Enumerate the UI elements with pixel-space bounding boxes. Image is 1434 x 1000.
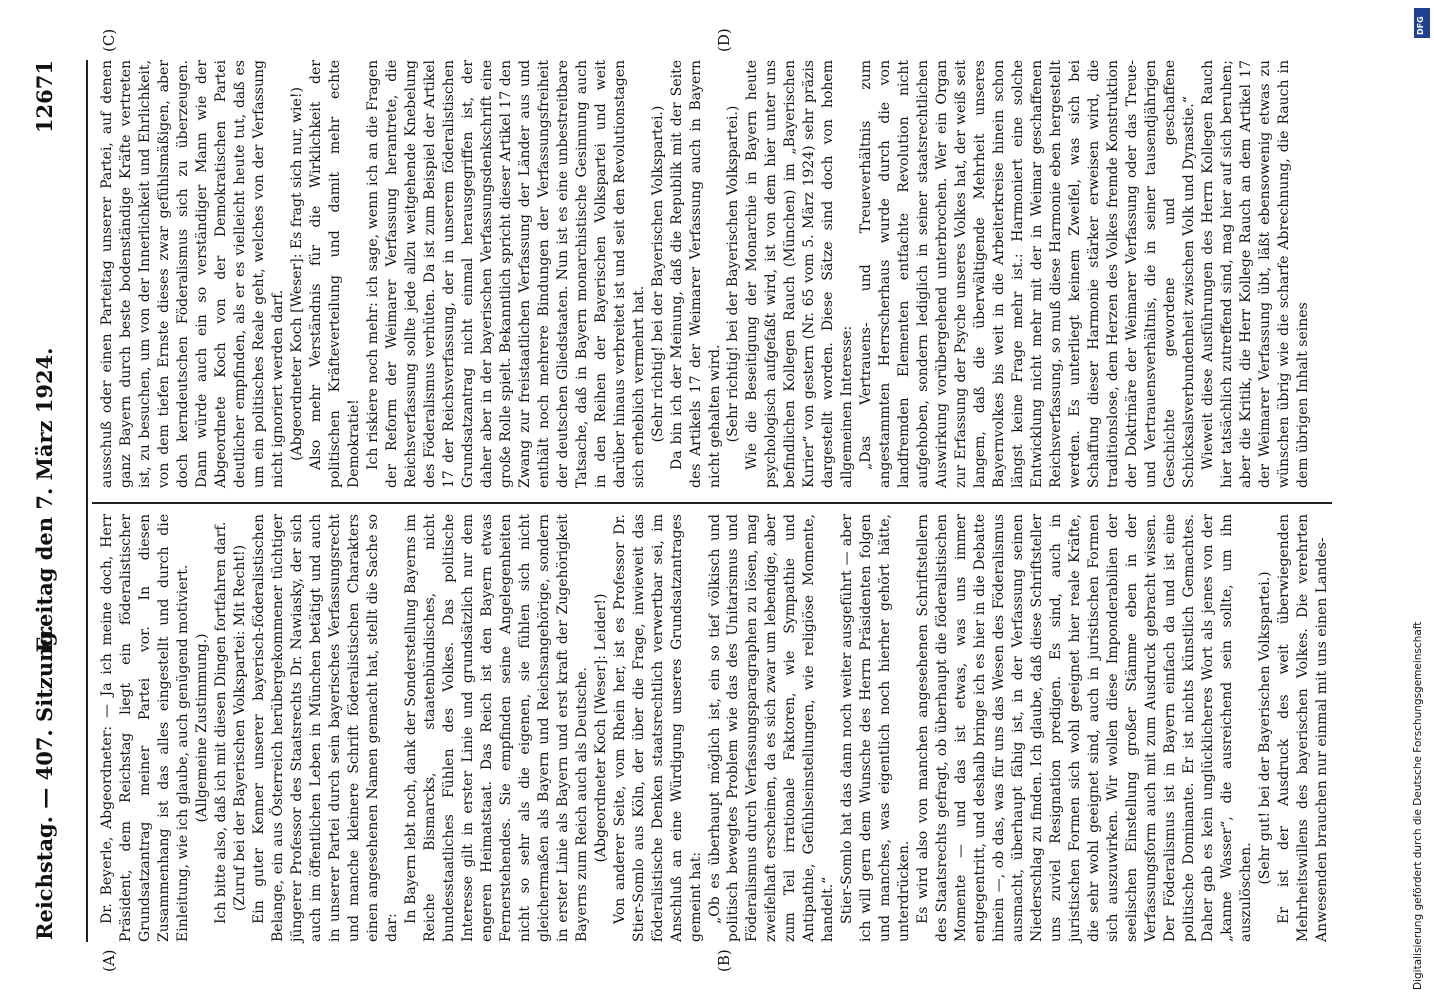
paragraph: Stier-Somlo hat das dann noch weiter ausgeführt — aber ich will gern dem Wunsche des Herrn Präsidenten folgen und manches, was eigentlich noch hierher gehört hätte, unterdrücken. (839, 514, 913, 942)
digitization-credit-text: Digitalisierung gefördert durch die Deutsche Forschungsgemeinschaft (1412, 621, 1424, 990)
quote-paragraph: „Ob es überhaupt möglich ist, ein so tief völkisch und politisch bewegtes Problem wie das des Unitarismus und Föderalismus durch Verfassungsparagraphen zu lösen, mag zweifelhaft erscheinen, da es sich zwar um lebendige, aber zum Teil irrationale Faktoren, wie Sympathie und Antipathie, Gefühlseinstellungen, wie religiöse Momente, handelt.“ (706, 514, 837, 942)
margin-letter-b: (B) (715, 949, 733, 972)
column-divider (92, 502, 1332, 504)
page-header (28, 60, 68, 940)
paragraph: ausschuß oder einen Parteitag unserer Partei, auf denen ganz Bayern durch beste bodenständige Kräfte vertreten ist, zu besuchen, um von der Innerlichkeit und Ehrlichkeit, von dem tiefen Ernste dieses zwar gefühlsmäßigen, aber doch kerndeutschen Föderalismus sich zu überzeugen. Dann würde auch ein so verständiger Mann wie der Abgeordnete Koch von der Demokratischen Partei deutlicher empfinden, als er es vielleicht heute tut, daß es um ein politisches Reale geht, welches von der Verfassung nicht ignoriert werden darf. (99, 60, 286, 488)
quote-paragraph: „Das Vertrauens- und Treueverhältnis zum angestammten Herrscherhaus wurde durch die von landfremden Elementen entfachte Revolution nicht aufgehoben, sondern lediglich in seiner staatsrechtlichen Auswirkung vorübergehend unterbrochen. Wer ein Organ zur Erfassung der Psyche unseres Volkes hat, der weiß seit langem, daß die überwältigende Mehrheit unseres Bayernvolkes bis weit in die Arbeiterkreise hinein schon längst keine Frage mehr ist.: Harmoniert eine solche Entwicklung nicht mehr mit der in Weimar geschaffenen Reichsverfassung, so muß diese Harmonie eben hergestellt werden. Es unterliegt keinem Zweifel, was sich bei Schaffung dieser Harmonie stärker erweisen wird, die traditionslose, dem Herzen des Volkes fremde Konstruktion der Doktrinäre der Weimarer Verfassung oder das Treue- und Vertrauensverhältnis, die in seiner tausendjährigen Geschichte gewordene und geschaffene Schicksalsverbundenheit zwischen Volk und Dynastie.“ (858, 60, 1198, 488)
paragraph: Es wird also von manchen angesehenen Schriftstellern des Staatsrechts gefragt, ob überhaupt die föderalistischen Momente — und das ist etwas, was uns immer entgegentritt, und deshalb bringe ich es hier in die Debatte hinein —, ob das, was für uns das Wesen des Föderalismus ausmacht, überhaupt fähig ist, in der Verfassung seinen Niederschlag zu finden. Ich glaube, daß diese Schriftsteller uns zuviel Resignation predigen. Es sind, auch in juristischen Formen sich wohl geeignet hier reale Kräfte, die sehr wohl geeignet sind, auch in juristischen Formen sich auszuwirken. Wir wollen diese Imponderabilien der seelischen Einstellung großer Stämme eben in der Verfassungsform auch mit zum Ausdruck gebracht wissen. Der Föderalismus ist in Bayern einfach da und ist eine politische Dominante. Er ist nichts künstlich Gemachtes. Daher gab es kein unglücklicheres Wort als jenes von der „kanne Wasser“, die ausreichend sein sollte, um ihn auszulöschen. (915, 514, 1255, 942)
paragraph: Von anderer Seite, vom Rhein her, ist es Professor Dr. Stier-Somlo aus Köln, der über die Frage, inwieweit das föderalistische Denken staatsrechtlich verwertbar sei, im Anschluß an eine Würdigung unseres Grundsatzantrages gemeint hat: (611, 514, 704, 942)
interjection: (Sehr richtig! bei der Bayerischen Volkspartei.) (649, 105, 666, 443)
paragraph: Da bin ich der Meinung, daß die Republik mit der Seite des Artikels 17 der Weimarer Verfassung auch in Bayern nicht gehalten wird. (668, 60, 723, 488)
paragraph: Dr. Beyerle, Abgeordneter: — Ja ich meine doch, Herr Präsident, dem Reichstag liegt ein föderalistischer Grundsatzantrag meiner Partei vor. In diesen Zusammenhang ist das alles eingestellt und durch die Einleitung, wie ich glaube, auch genügend motiviert. (99, 514, 191, 942)
quote-paragraph: In Bayern lebt noch, dank der Sonderstellung Bayerns im Reiche Bismarcks, staatenbündisches, nicht bundesstaatliches Fühlen des Volkes. Das politische Interesse gilt in erster Linie und grundsätzlich nur dem engeren Heimatstaat. Das Reich ist den Bayern etwas Fernerstehendes. Sie empfinden seine Angelegenheiten nicht so sehr als die eigenen, sie fühlen sich nicht gleichermaßen als Bayern und Reichsangehörige, sondern in erster Linie als Bayern und erst kraft der Zugehörigkeit Bayerns zum Reich auch als Deutsche. (402, 514, 590, 942)
header-date: Freitag den 7. März 1924. (32, 347, 57, 653)
interjection: (Sehr richtig! bei der Bayerischen Volkspartei.) (725, 105, 742, 443)
interjection: (Allgemeine Zustimmung.) (193, 633, 210, 823)
digitization-credit (1412, 10, 1426, 990)
right-column (98, 60, 1313, 488)
paragraph: Also mehr Verständnis für die Wirklichkeit der politischen Kräfteverteilung und damit mehr echte Demokratie! (307, 60, 362, 488)
interjection: (Sehr gut! bei der Bayerischen Volkspartei.) (1257, 571, 1274, 885)
paragraph: Ein guter Kenner unserer bayerisch-föderalistischen Belange, ein aus Österreich herübergekommener tüchtiger jüngerer Professor des Staatsrechts Dr. Nawiasky, der sich auch im öffentlichen Leben in München betätigt und auch in unserer Partei durch sein bayerisches Verfassungsrecht und manche kleinere Schrift föderalistischen Charakters einen angesehenen Namen gemacht hat, stellt die Sache so dar: (250, 514, 400, 942)
paragraph: Wieweit diese Ausführungen des Herrn Kollegen Rauch hier tatsächlich zutreffend sind, mag hier auf sich beruhen; aber die Kritik, die Herr Kollege Rauch an dem Artikel 17 der Weimarer Verfassung übt, läßt ebensowenig etwas zu wünschen übrig wie die scharfe Abrechnung, die Rauch in dem übrigen Inhalt seines (1200, 60, 1312, 488)
paragraph: Ich bitte also, daß ich mit diesen Dingen fortfahren darf. (212, 521, 229, 924)
dfg-logo-icon: DFG (1414, 8, 1430, 38)
paragraph: Er ist der Ausdruck des weit überwiegenden Mehrheitswillens des bayerischen Volkes. Die verehrten Anwesenden brauchen nur einmal mit uns einen Landes- (1276, 514, 1330, 942)
paragraph: Ich riskiere noch mehr: ich sage, wenn ich an die Fragen der Reform der Weimarer Verfassung herantrete, die Reichsverfassung sollte jede allzu weitgehende Knebelung des Föderalismus verhüten. Da ist zum Beispiel der Artikel 17 der Reichsverfassung, der in unserem föderalistischen Grundsatzantrag nicht einmal herausgegriffen ist, der daher aber in der bayerischen Verfassungsdenkschrift eine große Rolle spielt. Bekanntlich spricht dieser Artikel 17 den Zwang zur freistaatlichen Verfassung der Länder aus und enthält noch mehrere Bindungen der Verfassungsfreiheit der deutschen Gliedstaaten. Nun ist es eine unbestreitbare Tatsache, daß in Bayern monarchistische Gesinnung auch in den Reihen der Bayerischen Volkspartei und weit darüber hinaus verbreitet ist und seit den Revolutionstagen sich erheblich vermehrt hat. (364, 60, 647, 488)
margin-letter-c: (C) (100, 28, 118, 52)
margin-letter-a: (A) (100, 949, 118, 972)
paragraph: Wie die Beseitigung der Monarchie in Bayern heute psychologisch aufgefaßt wird, ist von dem hier unter uns befindlichen Kollegen Rauch (München) im „Bayerischen Kurier“ von gestern (Nr. 65 vom 5. März 1924) sehr präzis dargestellt worden. Diese Sätze sind doch von hohem allgemeinen Interesse: (744, 60, 856, 488)
margin-letter-d: (D) (715, 28, 733, 52)
header-page-number: 12671 (32, 60, 57, 134)
header-session: Reichstag. — 407. Sitzung. (32, 624, 57, 940)
interjection: (Abgeordneter Koch [Weser]: Leider!) (592, 593, 609, 863)
interjection: (Zuruf bei der Bayerischen Volkspartei: Mit Recht!) (231, 544, 248, 912)
interjection: (Abgeordneter Koch [Weser]: Es fragt sich nur, wie!) (288, 87, 305, 461)
left-column (98, 514, 1332, 942)
header-rule (86, 60, 88, 942)
